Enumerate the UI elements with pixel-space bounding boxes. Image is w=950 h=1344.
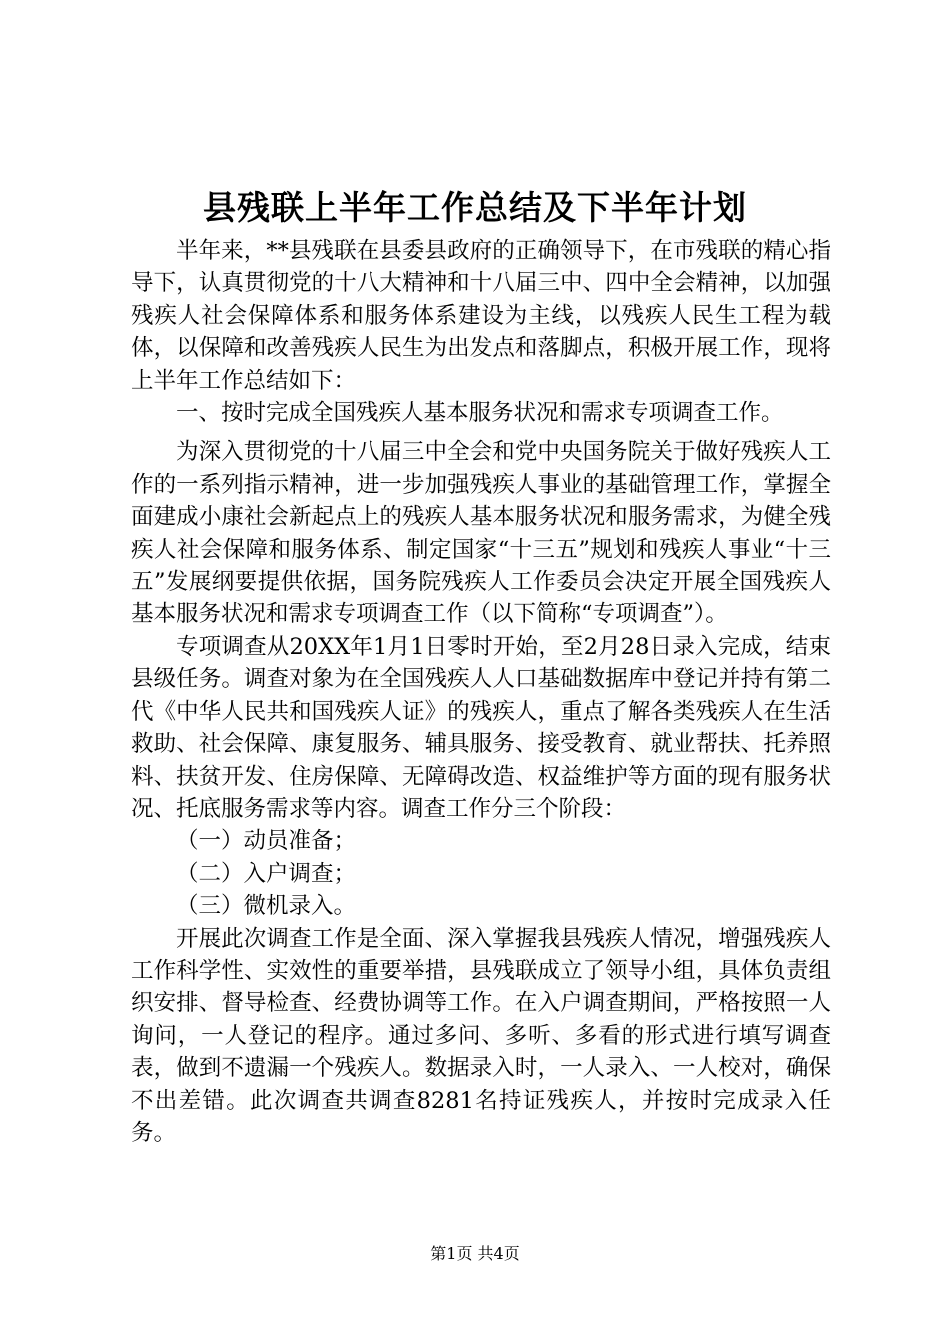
paragraph-survey-results: 开展此次调查工作是全面、深入掌握我县残疾人情况，增强残疾人工作科学性、实效性的重要举措，县残联成立了领导小组，具体负责组织安排、督导检查、经费协调等工作。在入户调查期间，严格按照一人询问，一人登记的程序。通过多问、多听、多看的形式进行填写调查表，做到不遗漏一个残疾人。数据录入时，一人录入、一人校对，确保不出差错。此次调查共调查8281名持证残疾人，并按时完成录入任务。 <box>131 925 831 1146</box>
stage-item-3: （三）微机录入。 <box>176 893 357 920</box>
paragraph-intro: 半年来，**县残联在县委县政府的正确领导下，在市残联的精心指导下，认真贯彻党的十八大精神和十八届三中、四中全会精神，以加强残疾人社会保障体系和服务体系建设为主线，以残疾人民生工程为载体，以保障和改善残疾人民生为出发点和落脚点，积极开展工作，现将上半年工作总结如下： <box>131 238 831 394</box>
document-body <box>131 235 831 1149</box>
paragraph-survey-scope: 专项调查从20XX年1月1日零时开始，至2月28日录入完成，结束县级任务。调查对象为在全国残疾人人口基础数据库中登记并持有第二代《中华人民共和国残疾人证》的残疾人，重点了解各类残疾人在生活救助、社会保障、康复服务、辅具服务、接受教育、就业帮扶、托养照料、扶贫开发、住房保障、无障碍改造、权益维护等方面的现有服务状况、托底服务需求等内容。调查工作分三个阶段： <box>131 633 831 822</box>
document-title: 县残联上半年工作总结及下半年计划 <box>203 188 747 227</box>
stage-item-1: （一）动员准备； <box>176 828 357 855</box>
section-heading-1: 一、按时完成全国残疾人基本服务状况和需求专项调查工作。 <box>176 400 784 427</box>
page-number-footer: 第1页 共4页 <box>430 1244 520 1263</box>
paragraph-background: 为深入贯彻党的十八届三中全会和党中央国务院关于做好残疾人工作的一系列指示精神，进一步加强残疾人事业的基础管理工作，掌握全面建成小康社会新起点上的残疾人基本服务状况和服务需求，为健全残疾人社会保障和服务体系、制定国家“十三五”规划和残疾人事业“十三五”发展纲要提供依据，国务院残疾人工作委员会决定开展全国残疾人基本服务状况和需求专项调查工作（以下简称“专项调查”）。 <box>131 439 831 628</box>
stage-item-2: （二）入户调查； <box>176 860 357 887</box>
